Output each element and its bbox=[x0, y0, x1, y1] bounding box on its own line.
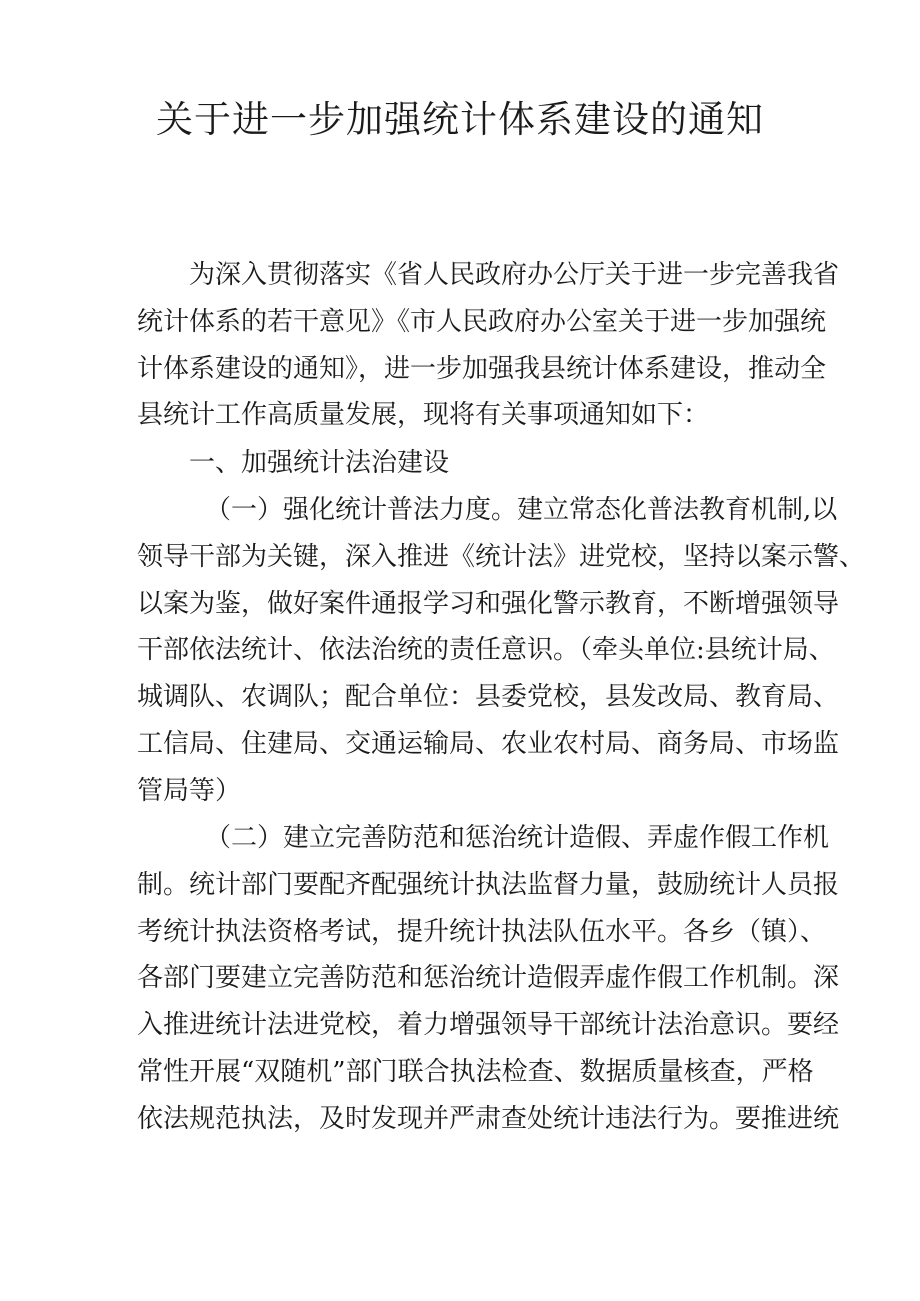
text-line: 为深入贯彻落实《省人民政府办公厅关于进一步完善我省 bbox=[189, 260, 840, 290]
text-line: 计体系建设的通知》，进一步加强我县统计体系建设，推动全 bbox=[137, 353, 827, 384]
intro-paragraph bbox=[137, 252, 840, 439]
item-2-paragraph bbox=[137, 815, 840, 1143]
text-line: 领导干部为关键，深入推进《统计法》进党校，坚持以案示警、 bbox=[137, 541, 866, 572]
text-line: 管局等） bbox=[137, 775, 242, 806]
section-heading bbox=[137, 440, 803, 487]
document-title: 关于进一步加强统计体系建设的通知 bbox=[156, 98, 764, 141]
text-line: 考统计执法资格考试，提升统计执法队伍水平。各乡（镇）、 bbox=[137, 916, 827, 947]
text-line: 各部门要建立完善防范和惩治统计造假弄虚作假工作机制。深 bbox=[137, 963, 840, 994]
text-line: （一）强化统计普法力度。建立常态化普法教育机制,以 bbox=[205, 495, 838, 525]
text-line: 以案为鉴，做好案件通报学习和强化警示教育，不断增强领导 bbox=[137, 588, 840, 619]
text-line: 入推进统计法进党校，着力增强领导干部统计法治意识。要经 bbox=[137, 1010, 840, 1041]
text-line: 县统计工作高质量发展，现将有关事项通知如下： bbox=[137, 400, 710, 431]
section-1-heading: 一、加强统计法治建设 bbox=[189, 448, 450, 478]
text-line: 干部依法统计、依法治统的责任意识。（牵头单位:县统计局、 bbox=[137, 635, 835, 666]
text-line: 统计体系的若干意见》《市人民政府办公室关于进一步加强统 bbox=[137, 306, 827, 337]
text-line: （二）建立完善防范和惩治统计造假、弄虚作假工作机 bbox=[205, 823, 830, 853]
text-line: 制。统计部门要配齐配强统计执法监督力量，鼓励统计人员报 bbox=[137, 869, 840, 900]
text-line: 依法规范执法，及时发现并严肃查处统计违法行为。要推进统 bbox=[137, 1103, 840, 1134]
item-1-paragraph bbox=[137, 487, 866, 815]
text-line: 工信局、住建局、交通运输局、农业农村局、商务局、市场监 bbox=[137, 728, 840, 759]
text-line: 常性开展“双随机”部门联合执法检查、数据质量核查，严格 bbox=[137, 1056, 814, 1087]
text-line: 城调队、农调队；配合单位：县委党校，县发改局、教育局、 bbox=[137, 682, 840, 713]
